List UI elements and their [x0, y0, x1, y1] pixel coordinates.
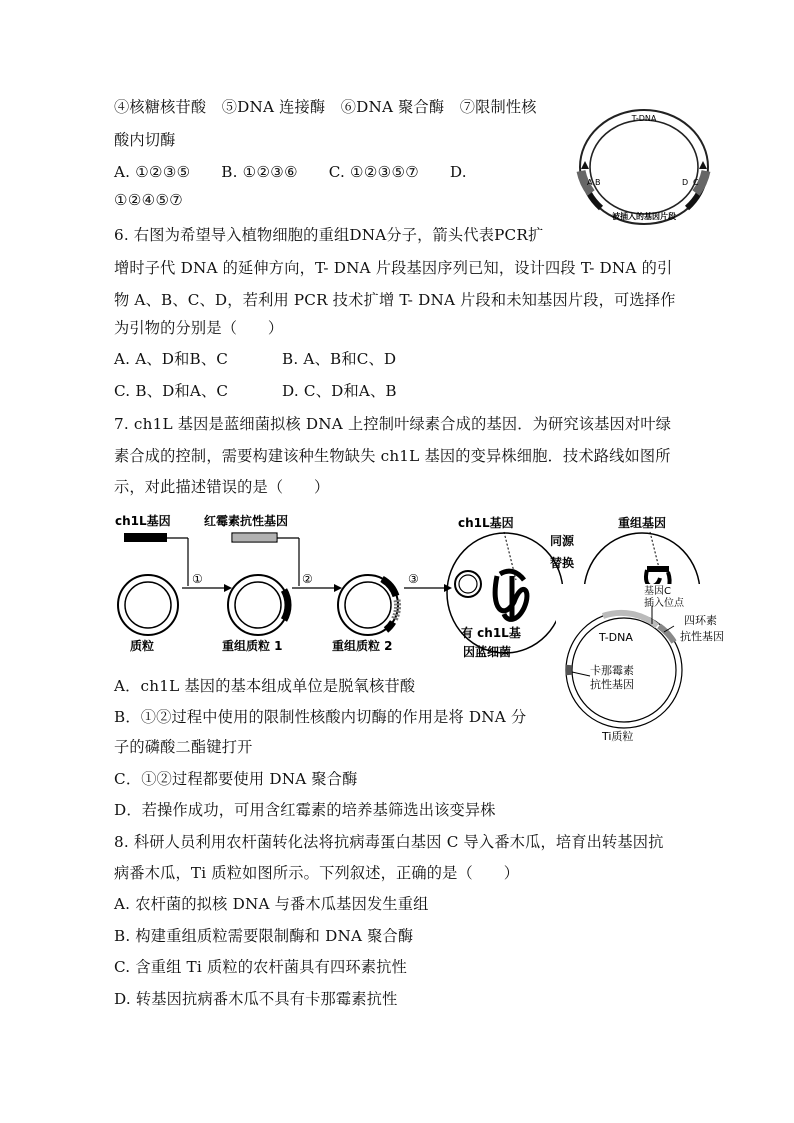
ti-gene-c-label: 基因C — [644, 586, 671, 597]
q7-option-b-continued: 子的磷酸二酯键打开 — [114, 738, 253, 756]
q7-figure-plasmid-label: 质粒 — [130, 639, 155, 653]
q6-option-c: C. B、D和A、C — [114, 382, 229, 400]
ti-plasmid-figure — [556, 584, 742, 750]
q7-option-d: D．若操作成功，可用含红霉素的培养基筛选出该变异株 — [114, 801, 496, 819]
q6-figure-label-b: B — [595, 178, 601, 187]
q7-figure-step-3: ③ — [408, 572, 419, 586]
q6-stem-line-3: 物 A、B、C、D，若利用 PCR 技术扩增 T- DNA 片段和未知基因片段，可选择作 — [114, 291, 676, 309]
q6-figure-tdna-label: T-DNA — [631, 114, 657, 123]
q7-figure-homolog-label-2: 替换 — [550, 556, 575, 570]
q7-figure-step-1: ① — [192, 572, 203, 586]
q8-option-a: A. 农杆菌的拟核 DNA 与番木瓜基因发生重组 — [114, 895, 429, 913]
q7-figure-cell-label-2: 因蓝细菌 — [463, 645, 512, 659]
q7-figure-recomb1-label: 重组质粒 1 — [222, 639, 283, 653]
q6-option-d: D. C、D和A、B — [282, 382, 397, 400]
ti-insertion-site-label: 插入位点 — [644, 598, 684, 609]
ti-tetracycline-label: 四环素 — [684, 614, 717, 627]
q6-stem-line-2: 增时子代 DNA 的延伸方向，T- DNA 片段基因序列已知，设计四段 T- DNA 的引 — [114, 259, 673, 277]
q8-option-c: C. 含重组 Ti 质粒的农杆菌具有四环素抗性 — [114, 958, 407, 976]
ti-plasmid-title: Ti质粒 — [602, 730, 634, 743]
q7-figure-resistance-label: 红霉素抗性基因 — [204, 514, 289, 528]
q7-figure-cell-label-1: 有 ch1L基 — [461, 626, 521, 640]
q6-figure-label-a: A — [587, 178, 593, 187]
q6-figure-label-d: D — [682, 178, 689, 187]
q6-option-b: B. A、B和C、D — [282, 350, 397, 368]
q7-figure-gene-label: ch1L基因 — [115, 514, 171, 528]
q7-option-b: B．①②过程中使用的限制性核酸内切酶的作用是将 DNA 分 — [114, 708, 527, 726]
q7-option-a: A．ch1L 基因的基本组成单位是脱氧核苷酸 — [114, 677, 416, 695]
q6-figure-insert-label: 被插入的基因片段 — [612, 212, 676, 221]
ti-kanamycin-label: 卡那霉素 — [590, 664, 634, 677]
q5-items-line: ④核糖核苷酸 ⑤DNA 连接酶 ⑥DNA 聚合酶 ⑦限制性核 — [114, 98, 537, 116]
q7-figure-cell-gene-label: ch1L基因 — [458, 516, 514, 530]
q8-option-b: B. 构建重组质粒需要限制酶和 DNA 聚合酶 — [114, 927, 414, 945]
q5-options-line: A. ①②③⑤ B. ①②③⑥ C. ①②③⑤⑦ D. — [114, 163, 467, 181]
q6-recombinant-dna-figure — [573, 105, 715, 229]
q7-figure-homolog-label-1: 同源 — [550, 534, 575, 548]
q8-stem-line-1: 8. 科研人员利用农杆菌转化法将抗病毒蛋白基因 C 导入番木瓜，培育出转基因抗 — [114, 833, 664, 851]
q7-stem-line-2: 素合成的控制，需要构建该种生物缺失 ch1L 基因的变异株细胞．技术路线如图所 — [114, 447, 671, 465]
q6-stem-line-4: 为引物的分别是（ ） — [114, 319, 284, 337]
q7-stem-line-3: 示，对此描述错误的是（ ） — [114, 478, 330, 496]
q6-figure-label-c: C — [693, 178, 699, 187]
q7-option-c: C．①②过程都要使用 DNA 聚合酶 — [114, 770, 358, 788]
q7-figure-step-2: ② — [302, 572, 313, 586]
ti-tdna-label: T-DNA — [599, 631, 633, 644]
q8-stem-line-2: 病番木瓜，Ti 质粒如图所示。下列叙述，正确的是（ ） — [114, 864, 520, 882]
q7-stem-line-1: 7. ch1L 基因是蓝细菌拟核 DNA 上控制叶绿素合成的基因．为研究该基因对叶绿 — [114, 415, 672, 433]
ti-tetracycline-gene-label: 抗性基因 — [680, 630, 724, 643]
q8-option-d: D. 转基因抗病番木瓜不具有卡那霉素抗性 — [114, 990, 398, 1008]
q5-option-d-values: ①②④⑤⑦ — [114, 191, 184, 209]
q6-option-a: A. A、D和B、C — [114, 350, 229, 368]
q7-figure-recomb2-label: 重组质粒 2 — [332, 639, 393, 653]
q7-figure-recomb-gene-label: 重组基因 — [618, 516, 667, 530]
q6-stem-line-1: 6. 右图为希望导入植物细胞的重组DNA分子，箭头代表PCR扩 — [114, 226, 544, 244]
ti-kanamycin-gene-label: 抗性基因 — [590, 678, 634, 691]
q5-items-continued: 酸内切酶 — [114, 131, 176, 149]
